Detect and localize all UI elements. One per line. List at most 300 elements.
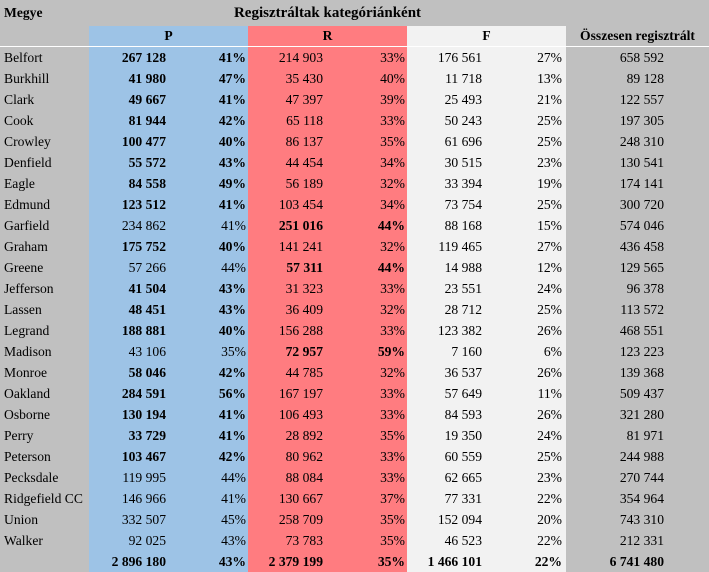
f-cell: [407, 488, 566, 509]
total-header: Összesen regisztrált: [566, 26, 709, 46]
r-percent: 34%: [380, 155, 405, 170]
total-value: 468 551: [619, 323, 664, 338]
p-percent: 44%: [221, 260, 246, 275]
p-header: P: [89, 26, 248, 46]
total-cell: [566, 278, 709, 299]
p-cell: [89, 215, 248, 236]
totals-r-cell: [248, 551, 407, 572]
r-value: 156 288: [278, 323, 323, 338]
p-value: 284 591: [121, 386, 166, 401]
f-value: 46 523: [444, 533, 482, 548]
p-cell: [89, 194, 248, 215]
p-percent: 41%: [218, 407, 246, 422]
total-value: 129 565: [619, 260, 664, 275]
p-percent: 43%: [218, 281, 246, 296]
total-cell: [566, 152, 709, 173]
county-name: Greene: [0, 257, 89, 278]
total-cell: [566, 530, 709, 551]
f-value: 73 754: [444, 197, 482, 212]
p-cell: [89, 236, 248, 257]
r-header: R: [248, 26, 407, 46]
r-percent: 35%: [380, 134, 405, 149]
total-cell: [566, 194, 709, 215]
f-percent: 20%: [537, 512, 562, 527]
total-value: 212 331: [619, 533, 664, 548]
p-value: 130 194: [121, 407, 166, 422]
p-percent: 41%: [218, 92, 246, 107]
totals-r-value: 2 379 199: [268, 554, 323, 569]
r-value: 214 903: [278, 50, 323, 65]
r-value: 88 084: [285, 470, 323, 485]
p-percent: 40%: [218, 134, 246, 149]
total-value: 123 223: [619, 344, 664, 359]
county-name: Ridgefield CC: [0, 488, 89, 509]
p-cell: [89, 320, 248, 341]
r-value: 103 454: [278, 197, 323, 212]
column-header-row: [0, 26, 709, 46]
table-row: [0, 194, 709, 215]
table-row: [0, 383, 709, 404]
p-cell: [89, 173, 248, 194]
r-cell: [248, 404, 407, 425]
r-percent: 33%: [380, 323, 405, 338]
r-percent: 44%: [377, 218, 405, 233]
table-row: [0, 320, 709, 341]
r-percent: 33%: [380, 50, 405, 65]
p-cell: [89, 299, 248, 320]
total-value: 174 141: [619, 176, 664, 191]
r-percent: 33%: [380, 449, 405, 464]
f-value: 23 551: [444, 281, 482, 296]
f-value: 176 561: [437, 50, 482, 65]
r-value: 57 311: [286, 260, 323, 275]
p-value: 84 558: [128, 176, 166, 191]
r-cell: [248, 278, 407, 299]
f-cell: [407, 236, 566, 257]
totals-row: [0, 551, 709, 572]
p-percent: 40%: [218, 239, 246, 254]
r-value: 80 962: [285, 449, 323, 464]
f-value: 36 537: [444, 365, 482, 380]
p-value: 81 944: [128, 113, 166, 128]
r-value: 47 397: [285, 92, 323, 107]
county-name: Oakland: [0, 383, 89, 404]
r-cell: [248, 194, 407, 215]
p-percent: 41%: [218, 50, 246, 65]
table-row: [0, 299, 709, 320]
totals-p-cell: [89, 551, 248, 572]
f-percent: 13%: [537, 71, 562, 86]
f-percent: 25%: [537, 134, 562, 149]
p-value: 103 467: [121, 449, 166, 464]
f-cell: [407, 47, 566, 68]
total-cell: [566, 341, 709, 362]
p-cell: [89, 68, 248, 89]
total-cell: [566, 131, 709, 152]
f-value: 11 718: [445, 71, 482, 86]
f-value: 28 712: [444, 302, 482, 317]
r-cell: [248, 509, 407, 530]
p-cell: [89, 446, 248, 467]
total-value: 113 572: [620, 302, 664, 317]
r-value: 167 197: [278, 386, 323, 401]
f-percent: 11%: [537, 386, 562, 401]
total-value: 89 128: [626, 71, 664, 86]
p-cell: [89, 278, 248, 299]
r-percent: 32%: [380, 239, 405, 254]
r-percent: 32%: [380, 365, 405, 380]
f-percent: 25%: [537, 449, 562, 464]
f-percent: 22%: [537, 491, 562, 506]
f-cell: [407, 215, 566, 236]
r-value: 36 409: [285, 302, 323, 317]
p-percent: 42%: [218, 113, 246, 128]
p-cell: [89, 110, 248, 131]
f-value: 152 094: [437, 512, 482, 527]
f-percent: 26%: [537, 323, 562, 338]
r-percent: 32%: [380, 302, 405, 317]
total-cell: [566, 467, 709, 488]
f-cell: [407, 383, 566, 404]
r-value: 72 957: [285, 344, 323, 359]
p-value: 188 881: [121, 323, 166, 338]
p-percent: 47%: [218, 71, 246, 86]
p-percent: 45%: [221, 512, 246, 527]
p-value: 57 266: [128, 260, 166, 275]
r-cell: [248, 215, 407, 236]
f-value: 119 465: [438, 239, 482, 254]
f-value: 123 382: [437, 323, 482, 338]
total-cell: [566, 509, 709, 530]
f-cell: [407, 299, 566, 320]
f-value: 33 394: [444, 176, 482, 191]
r-cell: [248, 446, 407, 467]
total-cell: [566, 446, 709, 467]
total-cell: [566, 173, 709, 194]
r-cell: [248, 47, 407, 68]
r-cell: [248, 110, 407, 131]
f-value: 77 331: [444, 491, 482, 506]
total-cell: [566, 47, 709, 68]
county-name: Osborne: [0, 404, 89, 425]
total-cell: [566, 215, 709, 236]
table-row: [0, 152, 709, 173]
table-title: Regisztráltak kategóriánként: [233, 5, 422, 21]
totals-r-percent: 35%: [377, 554, 405, 569]
p-cell: [89, 341, 248, 362]
r-cell: [248, 467, 407, 488]
f-percent: 27%: [537, 50, 562, 65]
total-cell: [566, 404, 709, 425]
r-cell: [248, 236, 407, 257]
r-percent: 35%: [380, 533, 405, 548]
f-value: 61 696: [444, 134, 482, 149]
totals-total-value: 6 741 480: [609, 554, 664, 569]
r-value: 141 241: [278, 239, 323, 254]
total-cell: [566, 383, 709, 404]
r-percent: 35%: [380, 428, 405, 443]
totals-f-cell: [407, 551, 566, 572]
table-row: [0, 89, 709, 110]
r-percent: 33%: [380, 281, 405, 296]
f-cell: [407, 362, 566, 383]
p-value: 48 451: [128, 302, 166, 317]
p-percent: 42%: [218, 365, 246, 380]
table-row: [0, 446, 709, 467]
table-row: [0, 257, 709, 278]
r-value: 73 783: [285, 533, 323, 548]
r-percent: 44%: [377, 260, 405, 275]
r-cell: [248, 173, 407, 194]
f-cell: [407, 152, 566, 173]
f-percent: 23%: [537, 155, 562, 170]
f-percent: 23%: [537, 470, 562, 485]
f-cell: [407, 530, 566, 551]
total-value: 574 046: [619, 218, 664, 233]
f-value: 84 593: [444, 407, 482, 422]
county-name: Clark: [0, 89, 89, 110]
p-value: 41 504: [128, 281, 166, 296]
r-cell: [248, 257, 407, 278]
table-row: [0, 488, 709, 509]
p-value: 58 046: [128, 365, 166, 380]
p-cell: [89, 488, 248, 509]
county-header: Megye: [4, 5, 43, 20]
p-percent: 43%: [218, 302, 246, 317]
p-value: 267 128: [121, 50, 166, 65]
f-percent: 27%: [537, 239, 562, 254]
p-value: 92 025: [128, 533, 166, 548]
county-name: Graham: [0, 236, 89, 257]
f-cell: [407, 194, 566, 215]
r-cell: [248, 362, 407, 383]
totals-f-percent: 22%: [534, 554, 562, 569]
county-name: Madison: [0, 341, 89, 362]
f-cell: [407, 173, 566, 194]
table-row: [0, 278, 709, 299]
p-cell: [89, 530, 248, 551]
county-name: Jefferson: [0, 278, 89, 299]
county-name: Lassen: [0, 299, 89, 320]
p-value: 33 729: [128, 428, 166, 443]
total-value: 139 368: [619, 365, 664, 380]
p-value: 41 980: [128, 71, 166, 86]
f-cell: [407, 341, 566, 362]
county-name: Edmund: [0, 194, 89, 215]
table-row: [0, 530, 709, 551]
table-row: [0, 467, 709, 488]
county-name: Burkhill: [0, 68, 89, 89]
totals-f-value: 1 466 101: [427, 554, 482, 569]
r-value: 31 323: [285, 281, 323, 296]
p-cell: [89, 467, 248, 488]
f-cell: [407, 446, 566, 467]
total-cell: [566, 257, 709, 278]
r-percent: 35%: [380, 512, 405, 527]
table-row: [0, 68, 709, 89]
p-cell: [89, 362, 248, 383]
table-row: [0, 47, 709, 68]
p-percent: 41%: [218, 428, 246, 443]
total-value: 96 378: [626, 281, 664, 296]
total-cell: [566, 110, 709, 131]
table-row: [0, 110, 709, 131]
r-value: 35 430: [285, 71, 323, 86]
r-value: 258 709: [278, 512, 323, 527]
total-value: 122 557: [619, 92, 664, 107]
r-percent: 40%: [380, 71, 405, 86]
county-name: Eagle: [0, 173, 89, 194]
f-cell: [407, 257, 566, 278]
total-value: 130 541: [619, 155, 664, 170]
f-percent: 15%: [537, 218, 562, 233]
f-value: 30 515: [444, 155, 482, 170]
p-cell: [89, 47, 248, 68]
p-percent: 41%: [221, 218, 246, 233]
f-percent: 19%: [537, 176, 562, 191]
r-percent: 33%: [380, 470, 405, 485]
county-name: Pecksdale: [0, 467, 89, 488]
r-percent: 39%: [380, 92, 405, 107]
r-percent: 37%: [380, 491, 405, 506]
total-cell: [566, 362, 709, 383]
f-cell: [407, 89, 566, 110]
p-percent: 41%: [218, 197, 246, 212]
county-name: Belfort: [0, 47, 89, 68]
total-cell: [566, 425, 709, 446]
county-name: Union: [0, 509, 89, 530]
r-percent: 33%: [380, 407, 405, 422]
table-row: [0, 425, 709, 446]
p-cell: [89, 509, 248, 530]
r-value: 251 016: [278, 218, 323, 233]
r-value: 56 189: [285, 176, 323, 191]
p-cell: [89, 131, 248, 152]
f-value: 62 665: [444, 470, 482, 485]
table-row: [0, 341, 709, 362]
r-value: 44 454: [285, 155, 323, 170]
total-value: 197 305: [619, 113, 664, 128]
f-percent: 6%: [543, 344, 562, 359]
county-name: Peterson: [0, 446, 89, 467]
total-value: 658 592: [619, 50, 664, 65]
p-value: 100 477: [121, 134, 166, 149]
p-value: 49 667: [128, 92, 166, 107]
f-percent: 25%: [537, 113, 562, 128]
p-cell: [89, 383, 248, 404]
f-header: F: [407, 26, 566, 46]
total-cell: [566, 68, 709, 89]
county-name: Walker: [0, 530, 89, 551]
table-row: [0, 404, 709, 425]
p-cell: [89, 404, 248, 425]
r-value: 130 667: [278, 491, 323, 506]
total-value: 436 458: [619, 239, 664, 254]
r-value: 65 118: [286, 113, 323, 128]
total-value: 743 310: [619, 512, 664, 527]
p-percent: 42%: [218, 449, 246, 464]
f-value: 57 649: [444, 386, 482, 401]
p-percent: 56%: [218, 386, 246, 401]
county-name: Denfield: [0, 152, 89, 173]
p-percent: 49%: [218, 176, 246, 191]
total-value: 509 437: [619, 386, 664, 401]
f-value: 19 350: [444, 428, 482, 443]
total-cell: [566, 236, 709, 257]
table-row: [0, 236, 709, 257]
r-percent: 59%: [377, 344, 405, 359]
f-cell: [407, 278, 566, 299]
total-value: 248 310: [619, 134, 664, 149]
title-row: [0, 3, 709, 23]
table-row: [0, 131, 709, 152]
county-name: Crowley: [0, 131, 89, 152]
total-value: 244 988: [619, 449, 664, 464]
p-value: 123 512: [121, 197, 166, 212]
p-cell: [89, 257, 248, 278]
r-cell: [248, 68, 407, 89]
total-value: 354 964: [619, 491, 664, 506]
total-value: 321 280: [619, 407, 664, 422]
p-value: 43 106: [128, 344, 166, 359]
p-percent: 41%: [221, 491, 246, 506]
p-value: 55 572: [128, 155, 166, 170]
r-value: 106 493: [278, 407, 323, 422]
r-percent: 33%: [380, 386, 405, 401]
total-value: 270 744: [619, 470, 664, 485]
f-cell: [407, 320, 566, 341]
p-cell: [89, 89, 248, 110]
f-percent: 12%: [537, 260, 562, 275]
r-value: 28 892: [285, 428, 323, 443]
totals-label-cell: [0, 551, 89, 572]
p-cell: [89, 425, 248, 446]
county-name: Legrand: [0, 320, 89, 341]
p-percent: 43%: [221, 533, 246, 548]
county-name: Cook: [0, 110, 89, 131]
r-cell: [248, 530, 407, 551]
r-cell: [248, 131, 407, 152]
total-cell: [566, 89, 709, 110]
p-value: 119 995: [122, 470, 166, 485]
f-cell: [407, 404, 566, 425]
r-cell: [248, 383, 407, 404]
p-value: 146 966: [121, 491, 166, 506]
p-value: 234 862: [121, 218, 166, 233]
f-value: 50 243: [444, 113, 482, 128]
r-value: 86 137: [285, 134, 323, 149]
p-cell: [89, 152, 248, 173]
r-percent: 34%: [380, 197, 405, 212]
f-cell: [407, 467, 566, 488]
r-cell: [248, 299, 407, 320]
total-cell: [566, 488, 709, 509]
f-percent: 25%: [537, 197, 562, 212]
r-percent: 32%: [380, 176, 405, 191]
totals-p-percent: 43%: [218, 554, 246, 569]
p-percent: 43%: [218, 155, 246, 170]
county-header-blank: [0, 26, 89, 46]
table-row: [0, 173, 709, 194]
f-percent: 25%: [537, 302, 562, 317]
f-cell: [407, 131, 566, 152]
f-percent: 24%: [537, 281, 562, 296]
f-cell: [407, 509, 566, 530]
p-percent: 40%: [218, 323, 246, 338]
totals-p-value: 2 896 180: [111, 554, 166, 569]
f-percent: 26%: [537, 365, 562, 380]
f-cell: [407, 110, 566, 131]
